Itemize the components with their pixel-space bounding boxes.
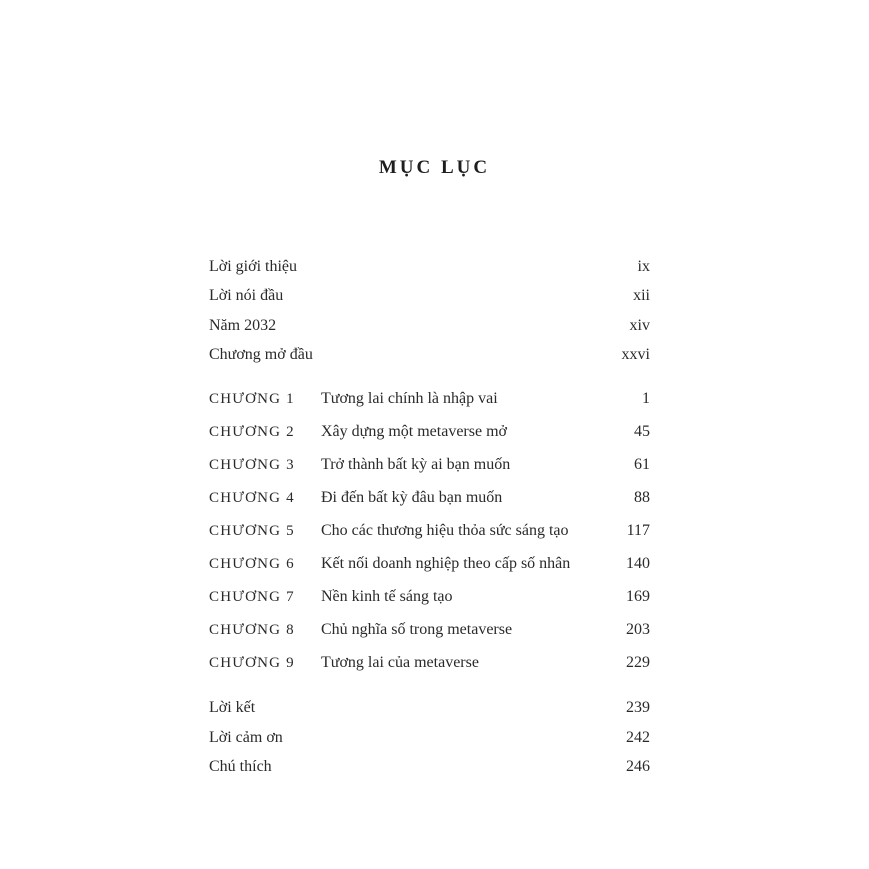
entry-page-number: 1 (642, 390, 650, 407)
entry-page-number: 246 (626, 758, 650, 775)
entry-label: Lời kết (209, 699, 256, 716)
toc-entry-chapter (209, 519, 650, 543)
chapter-number: CHƯƠNG 1 (209, 391, 295, 407)
entry-label: Lời nói đầu (209, 287, 284, 304)
toc-entry-chapter (209, 387, 650, 411)
chapter-title: Cho các thương hiệu thỏa sức sáng tạo (321, 522, 569, 539)
chapter-title: Đi đến bất kỳ đâu bạn muốn (321, 489, 503, 506)
chapter-title: Kết nối doanh nghiệp theo cấp số nhân (321, 555, 571, 572)
chapter-number: CHƯƠNG 8 (209, 622, 295, 638)
entry-page-number: 242 (626, 729, 650, 746)
chapter-number: CHƯƠNG 4 (209, 490, 295, 506)
chapter-title: Tương lai chính là nhập vai (321, 390, 498, 407)
chapter-number: CHƯƠNG 6 (209, 556, 295, 572)
entry-page-number: 140 (626, 555, 650, 572)
chapter-number: CHƯƠNG 5 (209, 523, 295, 539)
chapter-number: CHƯƠNG 9 (209, 655, 295, 671)
toc-entry-front (209, 314, 650, 338)
chapter-title: Nền kinh tế sáng tạo (321, 588, 453, 605)
entry-page-number: xiv (629, 317, 650, 334)
entry-page-number: ix (637, 258, 650, 275)
entry-page-number: 229 (626, 654, 650, 671)
toc-entry-chapter (209, 552, 650, 576)
toc-entry-front (209, 343, 650, 367)
entry-page-number: 203 (626, 621, 650, 638)
chapter-title: Xây dựng một metaverse mở (321, 423, 507, 440)
chapter-title: Chủ nghĩa số trong metaverse (321, 621, 513, 638)
toc-entry-chapter (209, 453, 650, 477)
entry-label: Chương mở đầu (209, 346, 313, 363)
entry-page-number: xii (633, 287, 650, 304)
chapter-title: Tương lai của metaverse (321, 654, 479, 671)
entry-page-number: 117 (626, 522, 650, 539)
entry-page-number: 88 (634, 489, 650, 506)
entry-page-number: 45 (634, 423, 650, 440)
toc-entry-front (209, 284, 650, 308)
entry-label: Lời giới thiệu (209, 258, 298, 275)
toc-entry-chapter (209, 651, 650, 675)
entry-label: Năm 2032 (209, 317, 277, 334)
entry-label: Lời cảm ơn (209, 729, 283, 746)
entry-label: Chú thích (209, 758, 272, 775)
toc-entry-chapter (209, 618, 650, 642)
toc-entry-chapter (209, 486, 650, 510)
entry-page-number: 169 (626, 588, 650, 605)
page-title: MỤC LỤC (378, 157, 491, 178)
entry-page-number: 61 (634, 456, 650, 473)
chapter-title: Trở thành bất kỳ ai bạn muốn (321, 456, 511, 473)
toc-entry-back (209, 755, 650, 779)
toc-entry-back (209, 726, 650, 750)
toc-entry-back (209, 696, 650, 720)
chapter-number: CHƯƠNG 7 (209, 589, 295, 605)
chapter-number: CHƯƠNG 2 (209, 424, 295, 440)
entry-page-number: 239 (626, 699, 650, 716)
toc-entry-front (209, 255, 650, 279)
chapter-number: CHƯƠNG 3 (209, 457, 295, 473)
entry-page-number: xxvi (621, 346, 650, 363)
toc-entry-chapter (209, 420, 650, 444)
toc-entry-chapter (209, 585, 650, 609)
